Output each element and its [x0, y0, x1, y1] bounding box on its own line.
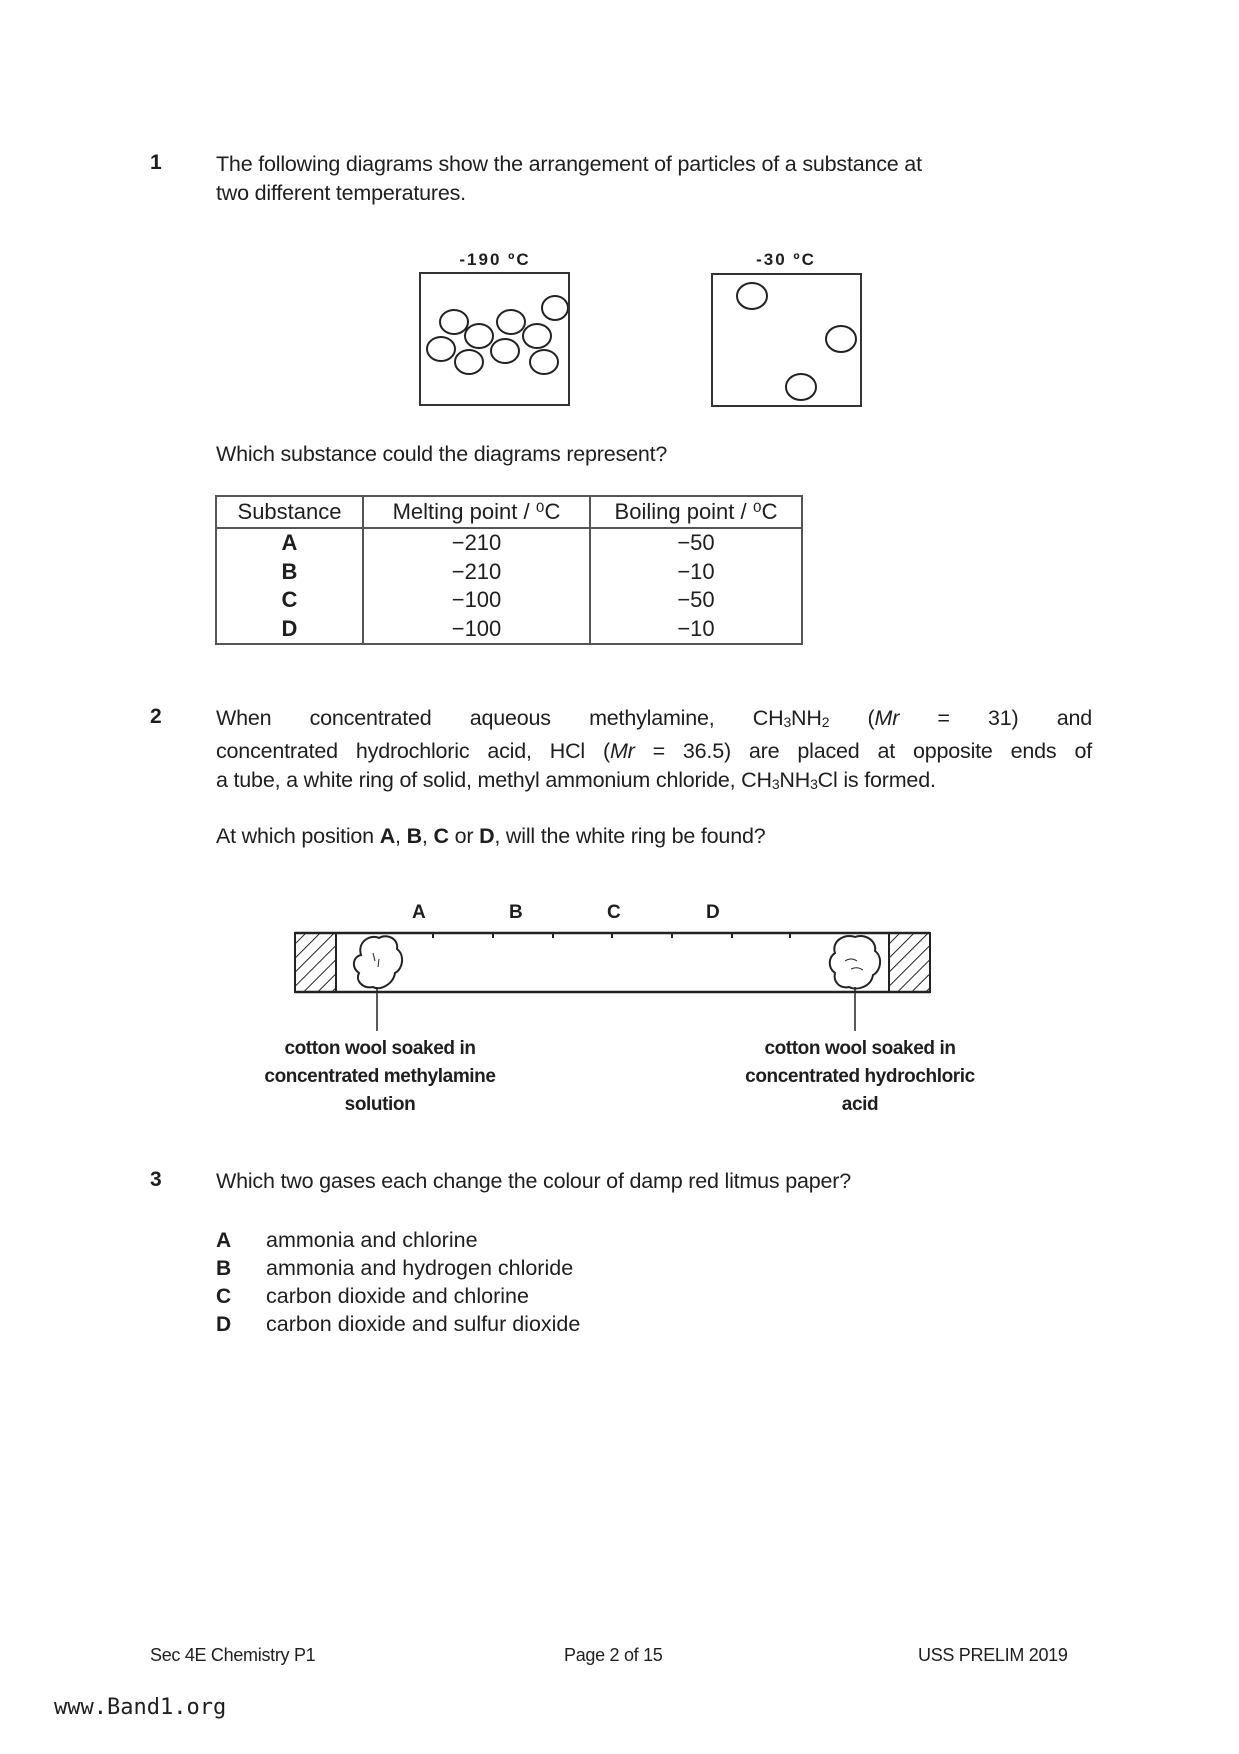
question-number: 1	[150, 151, 162, 174]
right-cotton-label	[700, 1035, 1020, 1119]
text-span: ,	[421, 824, 434, 848]
position-ref: D	[479, 824, 495, 848]
text-span: ,	[395, 824, 407, 848]
label-line: solution	[344, 1094, 416, 1115]
stem-line	[216, 737, 1092, 766]
cotton-wool-right-icon	[830, 936, 880, 989]
answer-options	[216, 1226, 580, 1338]
substance-cell: D	[216, 615, 363, 645]
boiling-point-cell: −10	[590, 558, 802, 587]
label-line: cotton wool soaked in	[764, 1038, 956, 1059]
table-row	[216, 615, 802, 645]
footer-page-number: Page 2 of 15	[564, 1645, 663, 1665]
text-span: At which position	[216, 824, 380, 848]
right-stopper-icon	[889, 933, 930, 992]
particle-box-gas	[711, 273, 862, 407]
subscript: 3	[783, 714, 792, 730]
question-number: 3	[150, 1168, 162, 1191]
option-a	[216, 1226, 580, 1254]
text-span: , will the white ring be found?	[494, 824, 766, 848]
text-span: When concentrated aqueous methylamine, CH	[216, 706, 784, 730]
substance-table	[215, 495, 803, 645]
text-span: concentrated hydrochloric acid, HCl (	[216, 739, 610, 763]
melting-point-cell: −210	[363, 558, 590, 587]
position-ref: C	[433, 824, 449, 848]
text-span: or	[448, 824, 480, 848]
column-header: Boiling point / ⁰C	[590, 496, 802, 528]
text-span: (	[829, 706, 875, 730]
label-line: concentrated methylamine	[264, 1066, 496, 1087]
substance-cell: C	[216, 586, 363, 615]
label-line: cotton wool soaked in	[284, 1038, 476, 1059]
position-ref: A	[379, 824, 396, 848]
footer-right: USS PRELIM 2019	[918, 1645, 1068, 1665]
question-3-stem: Which two gases each change the colour of damp red litmus paper?	[216, 1169, 851, 1193]
table-row	[216, 528, 802, 558]
text-span: a tube, a white ring of solid, methyl ammonium chloride, CH	[216, 768, 772, 792]
mr-symbol: Mr	[874, 706, 900, 730]
subscript: 3	[771, 776, 780, 792]
option-c	[216, 1282, 580, 1310]
temperature-label-cold: -190 ºC	[459, 250, 531, 269]
label-line: concentrated hydrochloric	[745, 1066, 975, 1087]
option-d	[216, 1310, 580, 1338]
substance-cell: B	[216, 558, 363, 587]
option-letter: D	[216, 1313, 232, 1336]
closely-packed-particles-icon	[421, 274, 568, 404]
boiling-point-cell: −50	[590, 528, 802, 558]
spaced-particles-icon	[713, 275, 860, 405]
diffusion-tube-diagram	[285, 925, 945, 1035]
position-ref: B	[406, 824, 422, 848]
column-header: Substance	[216, 496, 363, 528]
option-letter: A	[216, 1229, 232, 1252]
position-label-d: D	[706, 902, 720, 923]
position-label-c: C	[607, 902, 621, 923]
option-text: carbon dioxide and sulfur dioxide	[266, 1312, 581, 1336]
option-letter: C	[216, 1285, 232, 1308]
question-1-stem	[216, 150, 922, 208]
left-cotton-label	[220, 1035, 540, 1119]
option-b	[216, 1254, 580, 1282]
text-span: Cl is formed.	[817, 768, 936, 792]
text-span: = 36.5) are placed at opposite ends of	[634, 739, 1092, 763]
stem-line: two different temperatures.	[216, 181, 466, 205]
question-number: 2	[150, 705, 162, 728]
label-line: acid	[841, 1094, 879, 1115]
option-letter: B	[216, 1257, 232, 1280]
temperature-label-warm: -30 ºC	[756, 250, 816, 269]
melting-point-cell: −210	[363, 528, 590, 558]
option-text: ammonia and chlorine	[266, 1228, 478, 1252]
option-text: ammonia and hydrogen chloride	[266, 1256, 574, 1280]
particle-box-solid	[419, 272, 570, 406]
boiling-point-cell: −10	[590, 615, 802, 645]
cotton-wool-left-icon	[354, 936, 402, 988]
watermark-link[interactable]: www.Band1.org	[54, 1695, 227, 1720]
question-1-prompt: Which substance could the diagrams represent?	[216, 442, 668, 466]
stem-line	[216, 704, 1092, 737]
mr-symbol: Mr	[609, 739, 635, 763]
question-2-prompt	[216, 822, 765, 851]
option-text: carbon dioxide and chlorine	[266, 1284, 529, 1308]
stem-line: The following diagrams show the arrangement of particles of a substance at	[216, 152, 922, 176]
text-span: = 31) and	[899, 706, 1092, 730]
melting-point-cell: −100	[363, 615, 590, 645]
text-span: NH	[779, 768, 811, 792]
position-label-a: A	[412, 902, 426, 923]
text-span: NH	[791, 706, 822, 730]
melting-point-cell: −100	[363, 586, 590, 615]
boiling-point-cell: −50	[590, 586, 802, 615]
substance-cell: A	[216, 528, 363, 558]
footer-left: Sec 4E Chemistry P1	[150, 1645, 316, 1665]
table-header-row	[216, 496, 802, 528]
subscript: 2	[821, 714, 830, 730]
left-stopper-icon	[295, 933, 336, 992]
stem-line	[216, 766, 1092, 799]
table-row	[216, 558, 802, 587]
subscript: 3	[810, 776, 818, 792]
question-2-stem	[216, 704, 1092, 799]
column-header: Melting point / ⁰C	[363, 496, 590, 528]
position-label-b: B	[509, 902, 523, 923]
table-row	[216, 586, 802, 615]
